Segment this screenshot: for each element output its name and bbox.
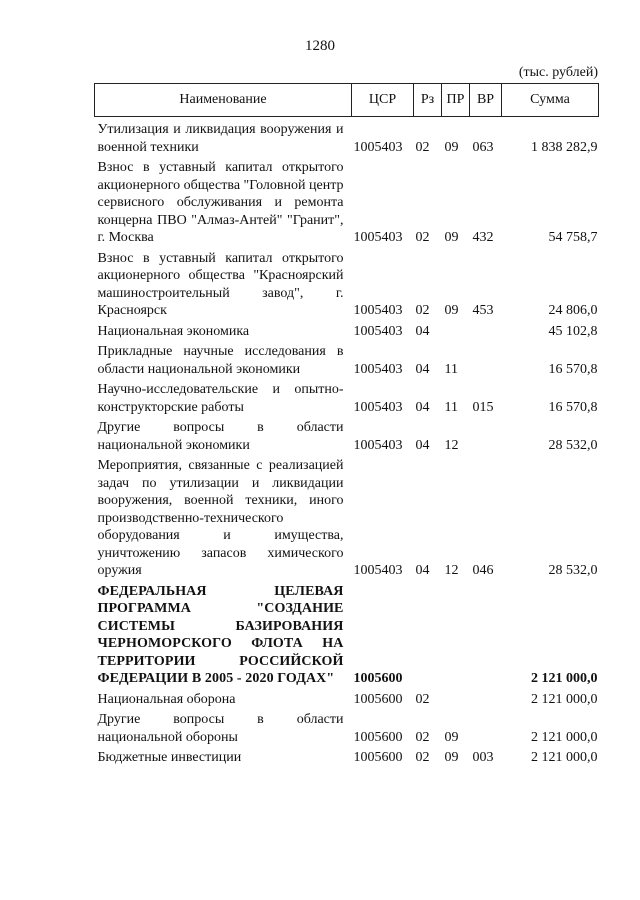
row-csr: 1005403 [353,139,403,155]
row-pr: 09 [444,750,459,765]
row-pr: 09 [444,729,459,745]
row-sum: 2 121 000,0 [531,691,598,707]
table-row [95,117,599,160]
row-pr: 09 [444,230,459,245]
table-row [95,711,599,749]
row-rz: 02 [415,139,430,155]
table-body [95,117,599,770]
row-rz: 04 [415,437,430,453]
header-pr: ПР [442,84,470,117]
table-row [95,250,599,323]
row-sum: 24 806,0 [548,303,598,318]
row-csr: 1005403 [353,323,403,339]
row-sum: 54 758,7 [548,230,598,245]
row-name: Прикладные научные исследования в области национальной экономики [97,344,344,377]
header-csr: ЦСР [352,84,414,117]
units-label: (тыс. рублей) [518,65,598,80]
page-number: 1280 [305,38,335,54]
row-sum: 2 121 000,0 [531,671,598,686]
row-name: Другие вопросы в области национальной обороны [97,712,344,745]
table-row [95,419,599,457]
row-name: Бюджетные инвестиции [97,750,242,765]
row-name: Утилизация и ликвидация вооружения и военной техники [97,122,344,155]
row-csr: 1005403 [353,563,403,578]
row-pr: 11 [444,399,458,415]
table-row [95,343,599,381]
row-rz: 04 [415,563,430,578]
row-pr [442,583,470,691]
row-pr: 11 [444,361,458,377]
row-pr: 12 [444,437,459,453]
row-csr: 1005403 [353,361,403,377]
header-rz: Рз [414,84,442,117]
table-row [95,381,599,419]
row-sum: 2 121 000,0 [531,750,598,765]
row-sum: 16 570,8 [548,399,598,415]
row-pr [442,323,470,344]
row-vr: 432 [472,230,494,245]
row-sum: 16 570,8 [548,361,598,377]
row-name: Мероприятия, связанные с реализацией задач по утилизации и ликвидации вооружения, военной техники, иного производственно-технического оборудования и имущества, уничтожению запасов химического оружия [97,458,344,578]
row-rz: 04 [415,323,430,339]
row-rz [414,583,442,691]
header-row [95,84,599,117]
row-vr [470,691,502,712]
row-sum: 1 838 282,9 [531,139,598,155]
row-csr: 1005600 [353,671,403,686]
row-sum: 28 532,0 [548,437,598,453]
row-pr: 12 [444,563,459,578]
row-name: Национальная экономика [97,323,250,339]
row-pr: 09 [444,303,459,318]
row-rz: 02 [415,230,430,245]
row-name: Взнос в уставный капитал открытого акционерного общества "Головной центр сервисного обслуживания и ремонта концерна ПВО "Алмаз-Антей" "Гранит", г. Москва [97,160,344,245]
row-name: ФЕДЕРАЛЬНАЯ ЦЕЛЕВАЯ ПРОГРАММА "СОЗДАНИЕ СИСТЕМЫ БАЗИРОВАНИЯ ЧЕРНОМОРСКОГО ФЛОТА НА ТЕРРИТОРИИ РОССИЙСКОЙ ФЕДЕРАЦИИ В 2005 - 2020 ГОДАХ" [97,583,344,686]
row-rz: 02 [415,750,430,765]
row-vr [470,323,502,344]
row-pr [442,691,470,712]
row-vr: 046 [472,563,494,578]
row-vr [470,583,502,691]
header-sum: Сумма [502,84,599,117]
row-vr [470,343,502,381]
row-csr: 1005600 [353,691,403,707]
row-name: Научно-исследовательские и опытно-конструкторские работы [97,382,344,415]
table-row [95,691,599,712]
row-name: Другие вопросы в области национальной экономики [97,420,344,453]
row-pr: 09 [444,139,459,155]
row-rz: 04 [415,399,430,415]
row-rz: 04 [415,361,430,377]
table-row [95,749,599,770]
row-csr: 1005403 [353,399,403,415]
row-vr: 003 [472,750,494,765]
row-sum: 45 102,8 [548,323,598,339]
budget-table [94,83,599,770]
row-vr: 453 [472,303,494,318]
row-rz: 02 [415,303,430,318]
row-csr: 1005403 [353,303,403,318]
row-vr [470,711,502,749]
table-row [95,323,599,344]
header-vr: ВР [470,84,502,117]
row-csr: 1005600 [353,750,403,765]
row-rz: 02 [415,729,430,745]
row-csr: 1005403 [353,437,403,453]
row-vr: 063 [472,139,494,155]
row-name: Взнос в уставный капитал открытого акционерного общества "Красноярский машиностроительный завод", г. Красноярск [97,250,344,318]
row-sum: 28 532,0 [548,563,598,578]
row-sum: 2 121 000,0 [531,729,598,745]
row-vr: 015 [472,399,494,415]
row-csr: 1005403 [353,230,403,245]
table-row [95,457,599,583]
row-rz: 02 [415,691,430,707]
row-name: Национальная оборона [97,691,236,707]
header-name: Наименование [95,84,352,117]
row-vr [470,419,502,457]
table-header [95,84,599,117]
table-row [95,159,599,250]
table-row-program [95,583,599,691]
row-csr: 1005600 [353,729,403,745]
